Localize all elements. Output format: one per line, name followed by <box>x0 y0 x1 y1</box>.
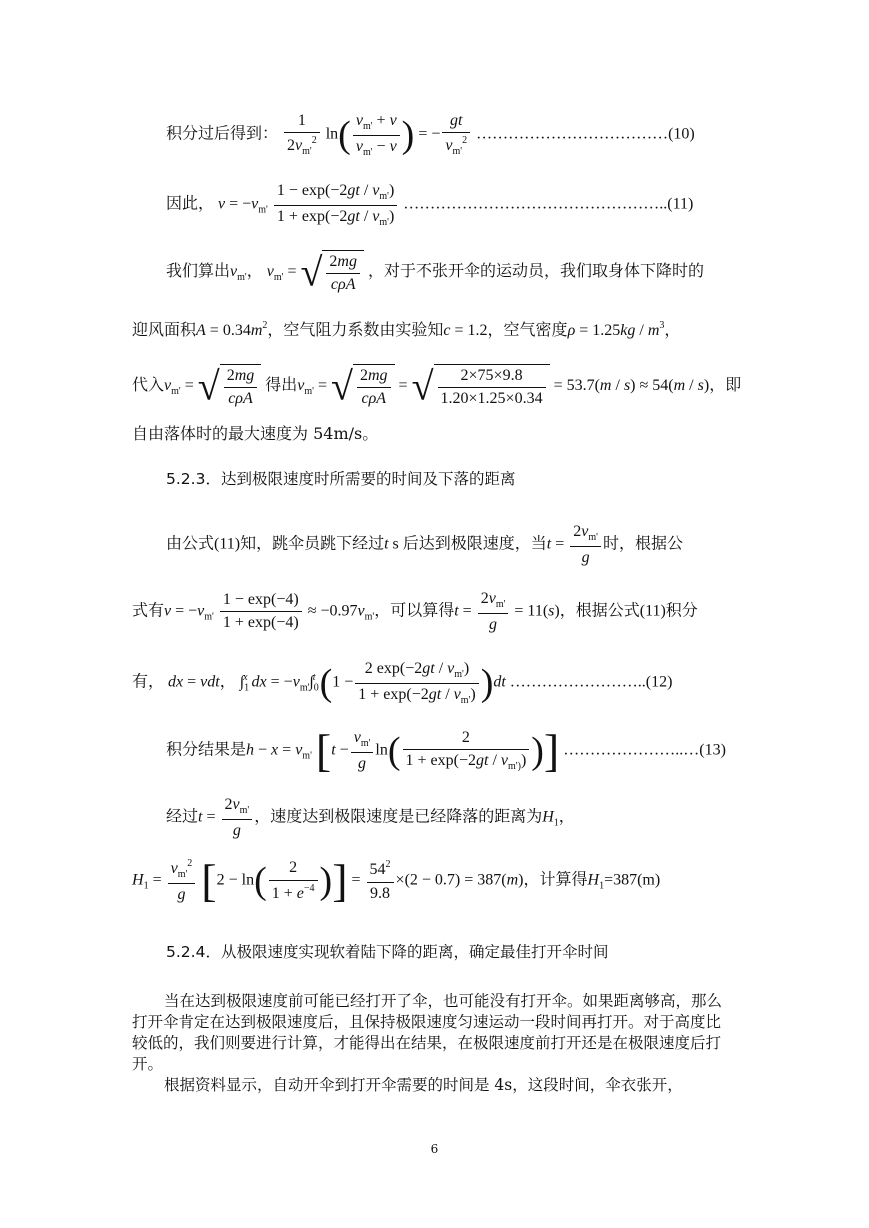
substitution-line: 代入$v_{m'}$ = √ $\frac{2mg}{\text{cρA}}$ 得出$v_{m'}$ = √ $\frac{2mg}{\text{cρA}}$ = √ $\frac{2\times 75\times 9.8}{1.20\times 1.25\times 0.34}$ = 53.7(m / s) ≈ 54(m / s)，即 <box>132 363 742 409</box>
free-fall-text: 自由落体时的最大速度为 54m/s。 <box>132 424 379 443</box>
fraction: $\frac{1}{2v_{m'}^2}$ <box>284 112 320 158</box>
distance-h1-line: 经过t = $\frac{2v_{m'}}{g}$ ，速度达到极限速度是已经降落的距离为$H_1$， <box>166 796 575 839</box>
equation-11-prefix: 因此， <box>166 195 215 213</box>
equation-13: 积分结果是$h - x = v_{m'}$ [t − $\frac{v_{m'}}{g}$ ln( $\frac{2}{1 + \exp(-2gt / v_{m')})}$ )] …………………..…(13) <box>166 725 726 776</box>
section-heading-5-2-3: 5.2.3．达到极限速度时所需要的时间及下落的距离 <box>166 470 516 488</box>
parameters-line: 迎风面积$A = 0.34m^2$，空气阻力系数由实验知c = 1.2，空气密度$\rho = 1.25kg / m^3$， <box>132 320 681 339</box>
equation-11-label: …………………………………………..(11) <box>403 195 694 213</box>
page-number: 6 <box>430 1142 439 1156</box>
terminal-velocity-line: 我们算出$v_{m'}$， $v_{m'}$ = √ $\frac{2mg}{\text{cρA}}$ ，对于不张开伞的运动员，我们取身体下降时的 <box>166 249 704 295</box>
body-paragraphs <box>132 991 736 1096</box>
equation-10: 积分过后得到： $\frac{1}{2v_{m'}^2}$ ln( $\frac{v_{m'} + v}{v_{m'} - v}$ ) = − $\frac{gt}{v_{m'}^2}$ ………………………………(10) <box>166 112 695 158</box>
formula-11-text: 由公式(11)知，跳伞员跳下经过t s 后达到极限速度，当t = $\frac{2v_{m'}}{g}$ 时，根据公 <box>166 523 683 566</box>
equation-10-prefix: 积分过后得到： <box>166 125 279 143</box>
section-heading-5-2-4: 5.2.4．从极限速度实现软着陆下降的距离，确定最佳打开伞时间 <box>166 943 609 961</box>
equation-11: 因此， $v = -v_{m'}$ $\frac{1 - \exp(-2gt / v_{m'})}{1 + \exp(-2gt / v_{m'})}$ …………………………………………..(11) <box>166 182 694 228</box>
formula-result-line: 式有$v = -v_{m'}$ $\frac{1 - \exp(-4)}{1 + \exp(-4)}$ ≈ $-0.97v_{m'}$，可以算得t = $\frac{2v_{m'}}{g}$ = 11(s)，根据公式(11)积分 <box>132 590 698 633</box>
paragraph: 当在达到极限速度前可能已经打开了伞，也可能没有打开伞。如果距离够高，那么打开伞肯定在达到极限速度后，且保持极限速度匀速运动一段时间再打开。对于高度比较低的，我们则要进行计算，才能得出在结果，在极限速度前打开还是在极限速度后打开。 <box>132 992 723 1073</box>
equation-12: 有， dx = vdt， $\int_1^x$ dx = $-v_{m'}\int_0^t$ (1 − $\frac{2 \exp(-2gt / v_{m'})}{1 + \exp(-2gt / v_{m'})}$ )dt ……………………..(12) <box>132 660 673 706</box>
paragraph: 根据资料显示，自动开伞到打开伞需要的时间是 4s，这段时间，伞衣张开， <box>164 1076 683 1094</box>
h1-calculation: $H_1$ = $\frac{v_{m'}^2}{g}$ [2 − ln( $\frac{2}{1 + e^{-4}}$ )] = $\frac{54^2}{9.8}$ ×(2 − 0.7) = 387(m)，计算得$H_1=387(m)$ <box>132 855 661 906</box>
equation-10-label: ………………………………(10) <box>476 125 695 143</box>
